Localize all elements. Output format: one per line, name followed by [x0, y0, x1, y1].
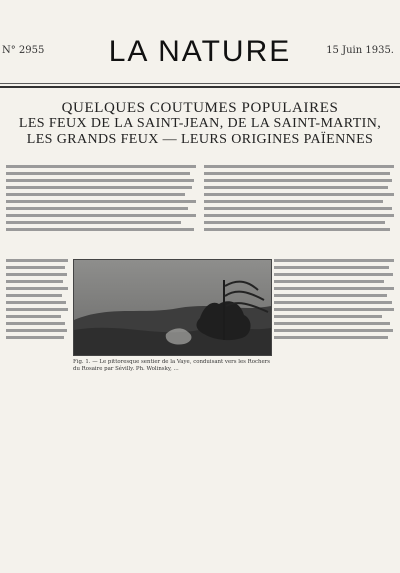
text-wrap-right-of-figure: [274, 259, 394, 359]
journal-title: LA NATURE: [108, 35, 292, 68]
landscape-photo-icon: [74, 260, 271, 355]
article-titles: [0, 100, 400, 148]
masthead-rule-thick: [0, 86, 400, 88]
masthead: [0, 0, 400, 86]
figure-caption: Fig. 1. — Le pittoresque sentier de la Vaye, conduisant vers les Rochers du Rosaire par Sévilly. Ph. Wolinsky, ...: [73, 359, 270, 372]
article-title-line-1: QUELQUES COUTUMES POPULAIRES: [61, 100, 339, 116]
article-figure-photo: [73, 259, 272, 356]
article-title-line-2: LES FEUX DE LA SAINT-JEAN, DE LA SAINT-MARTIN,: [18, 116, 382, 131]
masthead-rule-thin: [0, 83, 400, 84]
issue-number: N° 2955: [2, 45, 45, 56]
issue-date: 15 Juin 1935.: [326, 45, 394, 56]
article-title-line-3: LES GRANDS FEUX — LEURS ORIGINES PAÏENNES: [26, 132, 374, 147]
text-wrap-left-of-figure: [6, 259, 68, 359]
